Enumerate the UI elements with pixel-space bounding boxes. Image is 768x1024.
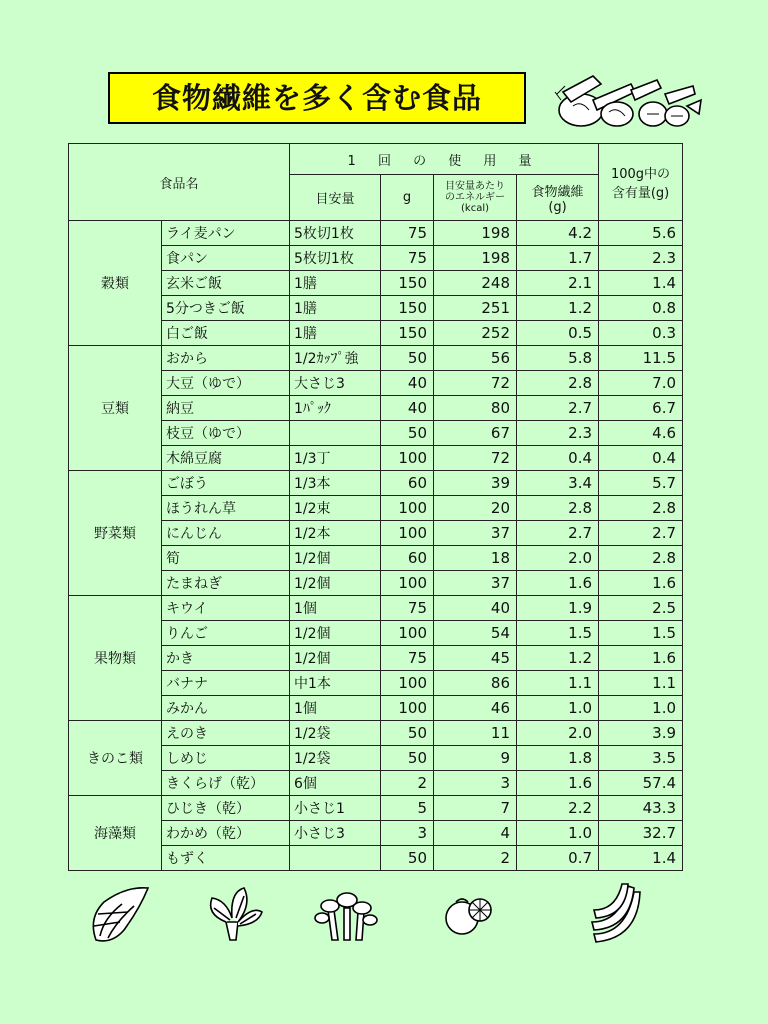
grams-cell: 100 [381, 696, 434, 721]
spinach-icon [211, 888, 262, 940]
fiber-cell: 2.8 [517, 496, 599, 521]
food-name-cell: 食パン [162, 246, 290, 271]
header-measure: 目安量 [290, 175, 381, 221]
fiber-cell: 3.4 [517, 471, 599, 496]
fiber-cell: 2.0 [517, 721, 599, 746]
food-name-cell: ライ麦パン [162, 221, 290, 246]
grams-cell: 40 [381, 396, 434, 421]
fiber-cell: 5.8 [517, 346, 599, 371]
mushroom-cluster-icon [315, 893, 377, 940]
food-name-cell: わかめ（乾） [162, 821, 290, 846]
table-row [69, 596, 683, 621]
table-row [69, 246, 683, 271]
grams-cell: 50 [381, 421, 434, 446]
measure-cell: 1個 [290, 596, 381, 621]
per100-cell: 7.0 [599, 371, 683, 396]
fiber-cell: 0.4 [517, 446, 599, 471]
grams-cell: 75 [381, 596, 434, 621]
food-name-cell: 玄米ご飯 [162, 271, 290, 296]
per100-cell: 57.4 [599, 771, 683, 796]
fiber-cell: 1.9 [517, 596, 599, 621]
category-cell: 野菜類 [69, 471, 162, 596]
per100-cell: 32.7 [599, 821, 683, 846]
header-energy-line2: のエネルギー [445, 192, 506, 203]
grams-cell: 100 [381, 446, 434, 471]
measure-cell: 1/2本 [290, 521, 381, 546]
fiber-cell: 2.1 [517, 271, 599, 296]
header-fiber [517, 175, 599, 221]
grams-cell: 100 [381, 571, 434, 596]
energy-cell: 37 [434, 521, 517, 546]
category-cell: 豆類 [69, 346, 162, 471]
energy-cell: 67 [434, 421, 517, 446]
fiber-cell: 4.2 [517, 221, 599, 246]
measure-cell: 1膳 [290, 321, 381, 346]
fiber-cell: 0.5 [517, 321, 599, 346]
food-name-cell: ひじき（乾） [162, 796, 290, 821]
measure-cell: 1/2個 [290, 546, 381, 571]
grams-cell: 50 [381, 721, 434, 746]
fiber-table [68, 143, 683, 871]
measure-cell: 1膳 [290, 296, 381, 321]
fiber-cell: 2.3 [517, 421, 599, 446]
energy-cell: 2 [434, 846, 517, 871]
per100-cell: 1.5 [599, 621, 683, 646]
grams-cell: 50 [381, 346, 434, 371]
per100-cell: 1.0 [599, 696, 683, 721]
bamboo-shoot-icon [93, 888, 148, 941]
per100-cell: 1.1 [599, 671, 683, 696]
food-name-cell: ほうれん草 [162, 496, 290, 521]
food-name-cell: たまねぎ [162, 571, 290, 596]
fiber-cell: 2.0 [517, 546, 599, 571]
grams-cell: 50 [381, 746, 434, 771]
energy-cell: 54 [434, 621, 517, 646]
energy-cell: 248 [434, 271, 517, 296]
header-fiber-line2: (g) [548, 199, 567, 215]
grams-cell: 60 [381, 546, 434, 571]
measure-cell: 5枚切1枚 [290, 221, 381, 246]
per100-cell: 2.3 [599, 246, 683, 271]
table-row [69, 521, 683, 546]
food-name-cell: えのき [162, 721, 290, 746]
table-row [69, 721, 683, 746]
food-name-cell: 納豆 [162, 396, 290, 421]
fiber-cell: 1.8 [517, 746, 599, 771]
energy-cell: 198 [434, 246, 517, 271]
fiber-cell: 2.7 [517, 396, 599, 421]
table-row [69, 821, 683, 846]
per100-cell: 1.4 [599, 271, 683, 296]
fiber-cell: 2.7 [517, 521, 599, 546]
vegetable-pile-icon [553, 70, 703, 132]
food-name-cell: 木綿豆腐 [162, 446, 290, 471]
table-row [69, 571, 683, 596]
measure-cell [290, 421, 381, 446]
table-row [69, 296, 683, 321]
food-name-cell: ごぼう [162, 471, 290, 496]
fiber-cell: 1.2 [517, 296, 599, 321]
fiber-cell: 1.0 [517, 696, 599, 721]
table-row [69, 446, 683, 471]
measure-cell: 1/2袋 [290, 721, 381, 746]
header-food-name: 食品名 [69, 144, 290, 221]
measure-cell: 6個 [290, 771, 381, 796]
food-name-cell: もずく [162, 846, 290, 871]
table-row [69, 496, 683, 521]
fiber-cell: 0.7 [517, 846, 599, 871]
header-grams: g [381, 175, 434, 221]
table-row [69, 346, 683, 371]
grams-cell: 100 [381, 521, 434, 546]
food-name-cell: おから [162, 346, 290, 371]
measure-cell: 5枚切1枚 [290, 246, 381, 271]
per100-cell: 2.5 [599, 596, 683, 621]
energy-cell: 7 [434, 796, 517, 821]
header-fiber-line1: 食物繊維 [531, 184, 584, 200]
energy-cell: 39 [434, 471, 517, 496]
grams-cell: 150 [381, 321, 434, 346]
food-name-cell: キウイ [162, 596, 290, 621]
per100-cell: 0.4 [599, 446, 683, 471]
banana-icon [592, 884, 640, 942]
measure-cell: 1ﾊﾟｯｸ [290, 396, 381, 421]
header-energy [434, 175, 517, 221]
measure-cell: 中1本 [290, 671, 381, 696]
energy-cell: 20 [434, 496, 517, 521]
energy-cell: 4 [434, 821, 517, 846]
measure-cell: 1/2束 [290, 496, 381, 521]
page-title: 食物繊維を多く含む食品 [108, 72, 526, 124]
fiber-cell: 1.1 [517, 671, 599, 696]
mikan-icon [446, 899, 491, 934]
energy-cell: 80 [434, 396, 517, 421]
food-name-cell: バナナ [162, 671, 290, 696]
category-cell: 海藻類 [69, 796, 162, 871]
table-row [69, 646, 683, 671]
measure-cell: 大さじ3 [290, 371, 381, 396]
food-name-cell: 筍 [162, 546, 290, 571]
grams-cell: 100 [381, 621, 434, 646]
food-name-cell: 5分つきご飯 [162, 296, 290, 321]
table-row [69, 371, 683, 396]
fiber-cell: 2.8 [517, 371, 599, 396]
category-cell: 穀類 [69, 221, 162, 346]
table-row [69, 546, 683, 571]
table-row [69, 696, 683, 721]
header-serving: 1 回 の 使 用 量 [290, 144, 599, 175]
energy-cell: 45 [434, 646, 517, 671]
per100-cell: 2.8 [599, 496, 683, 521]
grams-cell: 75 [381, 646, 434, 671]
per100-cell: 5.7 [599, 471, 683, 496]
fiber-cell: 1.2 [517, 646, 599, 671]
fiber-cell: 1.5 [517, 621, 599, 646]
measure-cell: 1/3本 [290, 471, 381, 496]
energy-cell: 252 [434, 321, 517, 346]
measure-cell: 小さじ1 [290, 796, 381, 821]
per100-cell: 5.6 [599, 221, 683, 246]
energy-cell: 198 [434, 221, 517, 246]
table-row [69, 621, 683, 646]
energy-cell: 86 [434, 671, 517, 696]
food-name-cell: きくらげ（乾） [162, 771, 290, 796]
grams-cell: 150 [381, 296, 434, 321]
per100-cell: 43.3 [599, 796, 683, 821]
grams-cell: 100 [381, 496, 434, 521]
energy-cell: 251 [434, 296, 517, 321]
energy-cell: 72 [434, 446, 517, 471]
table-row [69, 221, 683, 246]
table-row [69, 671, 683, 696]
per100-cell: 2.7 [599, 521, 683, 546]
energy-cell: 56 [434, 346, 517, 371]
per100-cell: 0.8 [599, 296, 683, 321]
food-name-cell: みかん [162, 696, 290, 721]
measure-cell: 1/2ｶｯﾌﾟ強 [290, 346, 381, 371]
food-name-cell: りんご [162, 621, 290, 646]
fiber-cell: 1.0 [517, 821, 599, 846]
food-name-cell: しめじ [162, 746, 290, 771]
energy-cell: 40 [434, 596, 517, 621]
table-row [69, 321, 683, 346]
fiber-table-body [69, 221, 683, 871]
grams-cell: 40 [381, 371, 434, 396]
table-row [69, 471, 683, 496]
per100-cell: 1.4 [599, 846, 683, 871]
header-per100 [599, 144, 683, 221]
measure-cell: 1/2個 [290, 646, 381, 671]
per100-cell: 3.5 [599, 746, 683, 771]
header-per100-line1: 100g中の [610, 167, 671, 182]
per100-cell: 4.6 [599, 421, 683, 446]
energy-cell: 11 [434, 721, 517, 746]
per100-cell: 11.5 [599, 346, 683, 371]
grams-cell: 5 [381, 796, 434, 821]
measure-cell: 小さじ3 [290, 821, 381, 846]
table-row [69, 746, 683, 771]
per100-cell: 2.8 [599, 546, 683, 571]
bottom-illustrations [0, 878, 768, 948]
category-cell: きのこ類 [69, 721, 162, 796]
table-row [69, 796, 683, 821]
header-energy-line3: (kcal) [461, 203, 490, 214]
energy-cell: 72 [434, 371, 517, 396]
measure-cell: 1/2個 [290, 571, 381, 596]
per100-cell: 3.9 [599, 721, 683, 746]
grams-cell: 75 [381, 246, 434, 271]
fiber-cell: 2.2 [517, 796, 599, 821]
table-row [69, 846, 683, 871]
category-cell: 果物類 [69, 596, 162, 721]
energy-cell: 37 [434, 571, 517, 596]
grams-cell: 100 [381, 671, 434, 696]
grams-cell: 60 [381, 471, 434, 496]
per100-cell: 6.7 [599, 396, 683, 421]
measure-cell: 1/2個 [290, 621, 381, 646]
table-row [69, 271, 683, 296]
measure-cell: 1/2袋 [290, 746, 381, 771]
per100-cell: 0.3 [599, 321, 683, 346]
food-name-cell: かき [162, 646, 290, 671]
grams-cell: 2 [381, 771, 434, 796]
measure-cell: 1膳 [290, 271, 381, 296]
measure-cell: 1/3丁 [290, 446, 381, 471]
table-row [69, 771, 683, 796]
energy-cell: 46 [434, 696, 517, 721]
food-name-cell: にんじん [162, 521, 290, 546]
energy-cell: 18 [434, 546, 517, 571]
food-name-cell: 枝豆（ゆで） [162, 421, 290, 446]
grams-cell: 3 [381, 821, 434, 846]
grams-cell: 50 [381, 846, 434, 871]
header-energy-line1: 目安量あたり [445, 181, 506, 192]
fiber-cell: 1.6 [517, 771, 599, 796]
per100-cell: 1.6 [599, 571, 683, 596]
header-per100-line2: 含有量(g) [611, 186, 670, 201]
fiber-cell: 1.7 [517, 246, 599, 271]
grams-cell: 150 [381, 271, 434, 296]
measure-cell: 1個 [290, 696, 381, 721]
measure-cell [290, 846, 381, 871]
food-name-cell: 大豆（ゆで） [162, 371, 290, 396]
fiber-cell: 1.6 [517, 571, 599, 596]
table-row [69, 421, 683, 446]
per100-cell: 1.6 [599, 646, 683, 671]
grams-cell: 75 [381, 221, 434, 246]
food-name-cell: 白ご飯 [162, 321, 290, 346]
energy-cell: 9 [434, 746, 517, 771]
table-row [69, 396, 683, 421]
energy-cell: 3 [434, 771, 517, 796]
